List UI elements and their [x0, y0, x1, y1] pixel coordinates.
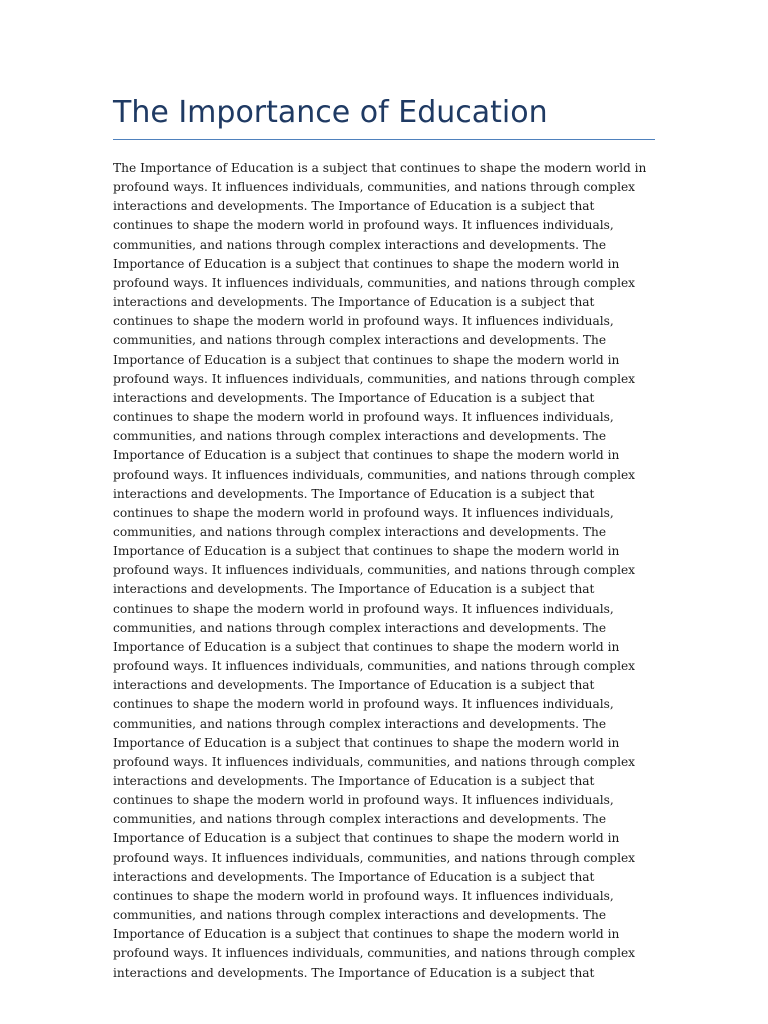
title-underline-divider — [113, 139, 655, 140]
document-title: The Importance of Education — [113, 95, 548, 130]
body-paragraph: The Importance of Education is a subject that continues to shape the modern world in profound ways. It influences individuals, communities, and nations through complex interactions and developments. The Importance of Education is a subject that continues to shape the modern world in profound ways. It influences individuals, communities, and nations through complex interactions and developments. The Importance of Education is a subject that continues to shape the modern world in profound ways. It influences individuals, communities, and nations through complex interactions and developments. The Importance of Education is a subject that continues to shape the modern world in profound ways. It influences individuals, communities, and nations through complex interactions and developments. The Importance of Education is a subject that continues to shape the modern world in profound ways. It influences individuals, communities, and nations through complex interactions and developments. The Importance of Education is a subject that continues to shape the modern world in profound ways. It influences individuals, communities, and nations through complex interactions and developments. The Importance of Education is a subject that continues to shape the modern world in profound ways. It influences individuals, communities, and nations through complex interactions and developments. The Importance of Education is a subject that continues to shape the modern world in profound ways. It influences individuals, communities, and nations through complex interactions and developments. The Importance of Education is a subject that continues to shape the modern world in profound ways. It influences individuals, communities, and nations through complex interactions and developments. The Importance of Education is a subject that continues to shape the modern world in profound ways. It influences individuals, communities, and nations through complex interactions and developments. The Importance of Education is a subject that continues to shape the modern world in profound ways. It influences individuals, communities, and nations through complex interactions and developments. The Importance of Education is a subject that continues to shape the modern world in profound ways. It influences individuals, communities, and nations through complex interactions and developments. The Importance of Education is a subject that continues to shape the modern world in profound ways. It influences individuals, communities, and nations through complex interactions and developments. The Importance of Education is a subject that continues to shape the modern world in profound ways. It influences individuals, communities, and nations through complex interactions and developments. The Importance of Education is a subject that continues to shape the modern world in profound ways. It influences individuals, communities, and nations through complex interactions and developments. The Importance of Education is a subject that continues to shape the modern world in profound ways. It influences individuals, communities, and nations through complex interactions and developments. The Importance of Education is a subject that continues to shape the modern world in profound ways. It influences individuals, communities, and nations through complex interactions and developments. The Importance of Education is a subject that — [113, 161, 647, 980]
